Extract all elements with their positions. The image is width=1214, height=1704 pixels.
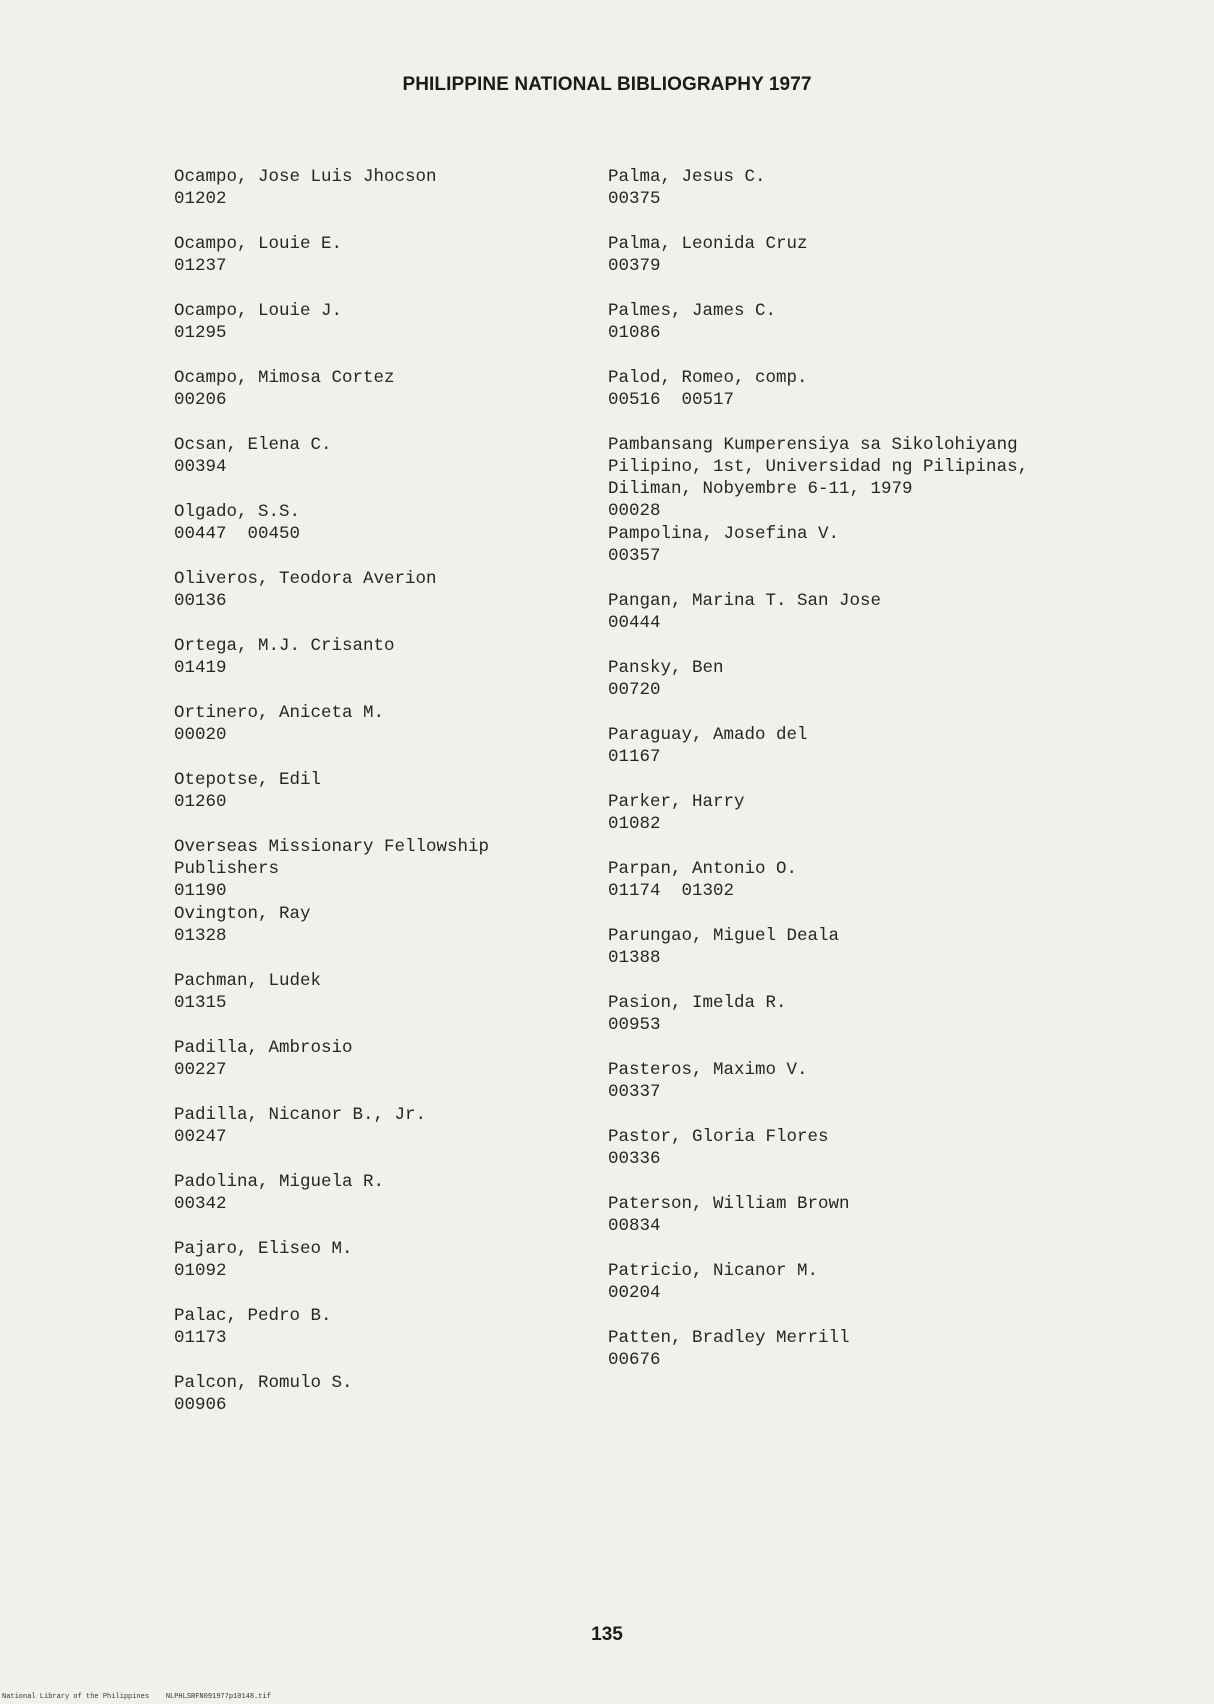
entry-codes: 00447 00450 [174, 524, 301, 544]
index-entry [174, 635, 604, 679]
index-entry [608, 657, 1088, 701]
index-entry [174, 1037, 604, 1081]
entry-heading: Pangan, Marina T. San Jose [608, 591, 882, 611]
entry-heading: Padilla, Nicanor B., Jr. [174, 1105, 427, 1125]
entry-codes: 01260 [174, 792, 227, 812]
entry-heading: Oliveros, Teodora Averion [174, 569, 437, 589]
entry-heading: Palcon, Romulo S. [174, 1373, 353, 1393]
entry-heading: Ocsan, Elena C. [174, 435, 332, 455]
entry-heading: Palma, Leonida Cruz [608, 234, 808, 254]
entry-codes: 01388 [608, 948, 661, 968]
entry-codes: 00906 [174, 1395, 227, 1415]
index-entry [608, 1059, 1088, 1103]
entry-codes: 01419 [174, 658, 227, 678]
scan-footer-caption: National Library of the Philippines NLPHLSRFN091977p10148.tif [2, 1693, 271, 1701]
entry-codes: 01315 [174, 993, 227, 1013]
entry-heading: Pastor, Gloria Flores [608, 1127, 829, 1147]
entry-codes: 00028 [608, 501, 661, 521]
index-entry [174, 1104, 604, 1148]
index-entry [608, 1193, 1088, 1237]
entry-heading: Pachman, Ludek [174, 971, 322, 991]
index-entry [608, 791, 1088, 835]
entry-heading: Pansky, Ben [608, 658, 724, 678]
index-entry [174, 434, 604, 478]
index-entry [608, 367, 1088, 411]
index-entry [608, 1260, 1088, 1304]
entry-codes: 00379 [608, 256, 661, 276]
entry-codes: 01086 [608, 323, 661, 343]
index-entry [608, 434, 1088, 522]
entry-heading: Pampolina, Josefina V. [608, 524, 840, 544]
entry-heading: Patricio, Nicanor M. [608, 1261, 819, 1281]
index-entry [174, 836, 604, 902]
entry-codes: 00375 [608, 189, 661, 209]
entry-codes: 00136 [174, 591, 227, 611]
entry-heading: Ortinero, Aniceta M. [174, 703, 385, 723]
index-entry [608, 724, 1088, 768]
index-entry [174, 1171, 604, 1215]
entry-heading: Paterson, William Brown [608, 1194, 850, 1214]
entry-codes: 00227 [174, 1060, 227, 1080]
index-entry [174, 233, 604, 277]
entry-codes: 00206 [174, 390, 227, 410]
entry-heading: Padilla, Ambrosio [174, 1038, 353, 1058]
entry-codes: 01237 [174, 256, 227, 276]
entry-codes: 00676 [608, 1350, 661, 1370]
entry-codes: 00516 00517 [608, 390, 735, 410]
entry-codes: 00336 [608, 1149, 661, 1169]
index-entry [608, 166, 1088, 210]
entry-heading: Padolina, Miguela R. [174, 1172, 385, 1192]
index-entry [174, 1305, 604, 1349]
index-entry [608, 858, 1088, 902]
entry-heading: Ocampo, Louie E. [174, 234, 343, 254]
entry-codes: 01092 [174, 1261, 227, 1281]
entry-heading: Paraguay, Amado del [608, 725, 808, 745]
entry-heading: Palma, Jesus C. [608, 167, 766, 187]
index-entry [174, 702, 604, 746]
index-entry [608, 233, 1088, 277]
entry-heading: Parker, Harry [608, 792, 745, 812]
entry-heading: Palmes, James C. [608, 301, 777, 321]
entry-codes: 00444 [608, 613, 661, 633]
entry-heading: Overseas Missionary Fellowship [174, 837, 490, 857]
entry-heading: Otepotse, Edil [174, 770, 322, 790]
entry-codes: 01202 [174, 189, 227, 209]
entry-heading: Diliman, Nobyembre 6-11, 1979 [608, 479, 913, 499]
entry-heading: Parungao, Miguel Deala [608, 926, 840, 946]
entry-codes: 01174 01302 [608, 881, 735, 901]
entry-codes: 00834 [608, 1216, 661, 1236]
left-column-index [174, 166, 604, 1439]
entry-heading: Ovington, Ray [174, 904, 311, 924]
entry-codes: 01173 [174, 1328, 227, 1348]
entry-codes: 00204 [608, 1283, 661, 1303]
entry-heading: Ocampo, Mimosa Cortez [174, 368, 395, 388]
index-entry [174, 769, 604, 813]
entry-codes: 00720 [608, 680, 661, 700]
entry-heading: Pilipino, 1st, Universidad ng Pilipinas, [608, 457, 1029, 477]
index-entry [174, 903, 604, 947]
page-number: 135 [591, 1624, 623, 1645]
entry-heading: Pajaro, Eliseo M. [174, 1239, 353, 1259]
index-entry [608, 1126, 1088, 1170]
entry-heading: Ocampo, Louie J. [174, 301, 343, 321]
entry-heading: Palod, Romeo, comp. [608, 368, 808, 388]
index-entry [608, 925, 1088, 969]
index-entry [608, 300, 1088, 344]
entry-heading: Pambansang Kumperensiya sa Sikolohiyang [608, 435, 1018, 455]
page-header-title: PHILIPPINE NATIONAL BIBLIOGRAPHY 1977 [402, 74, 812, 95]
entry-heading: Palac, Pedro B. [174, 1306, 332, 1326]
entry-codes: 01328 [174, 926, 227, 946]
index-entry [608, 992, 1088, 1036]
entry-codes: 00342 [174, 1194, 227, 1214]
entry-codes: 01167 [608, 747, 661, 767]
index-entry [174, 970, 604, 1014]
entry-codes: 00357 [608, 546, 661, 566]
entry-heading: Ocampo, Jose Luis Jhocson [174, 167, 437, 187]
index-entry [608, 590, 1088, 634]
entry-codes: 01295 [174, 323, 227, 343]
index-entry [174, 300, 604, 344]
right-column-index [608, 166, 1088, 1394]
entry-codes: 00337 [608, 1082, 661, 1102]
entry-codes: 01190 [174, 881, 227, 901]
index-entry [174, 1372, 604, 1416]
index-entry [174, 1238, 604, 1282]
entry-codes: 00247 [174, 1127, 227, 1147]
entry-heading: Publishers [174, 859, 280, 879]
index-entry [608, 523, 1088, 567]
entry-heading: Pasion, Imelda R. [608, 993, 787, 1013]
index-entry [174, 568, 604, 612]
entry-heading: Parpan, Antonio O. [608, 859, 798, 879]
entry-codes: 01082 [608, 814, 661, 834]
entry-codes: 00394 [174, 457, 227, 477]
entry-codes: 00020 [174, 725, 227, 745]
index-entry [174, 166, 604, 210]
index-entry [174, 367, 604, 411]
index-entry [174, 501, 604, 545]
index-entry [608, 1327, 1088, 1371]
entry-heading: Ortega, M.J. Crisanto [174, 636, 395, 656]
entry-heading: Patten, Bradley Merrill [608, 1328, 850, 1348]
entry-heading: Olgado, S.S. [174, 502, 301, 522]
entry-codes: 00953 [608, 1015, 661, 1035]
entry-heading: Pasteros, Maximo V. [608, 1060, 808, 1080]
